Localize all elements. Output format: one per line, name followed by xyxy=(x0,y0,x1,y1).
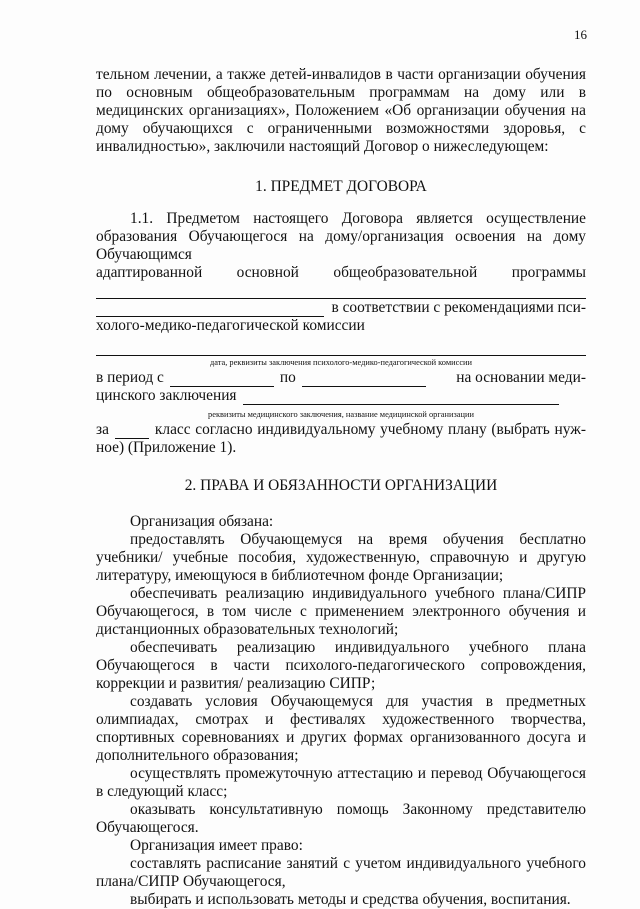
medical-line xyxy=(96,387,586,405)
obligation-item: оказывать консультативную помощь Законному представителю Обучающегося. xyxy=(96,801,586,836)
obligation-item: создавать условия Обучающемуся для участия в предметных олимпиадах, смотрах и фестивалях художественного творчества, спортивных соревнованиях и других формах организованного досуга и дополнительного образования; xyxy=(96,693,586,764)
program-line xyxy=(96,264,586,282)
program-name-blank-2[interactable] xyxy=(96,302,324,317)
rights-title: Организация имеет право: xyxy=(130,837,303,854)
right-item: составлять расписание занятий с учетом индивидуального учебного плана/СИПР Обучающегося, xyxy=(96,855,586,890)
medical-prefix: цинского заключения xyxy=(96,387,237,404)
document-body xyxy=(96,66,586,909)
commission-blank[interactable] xyxy=(96,339,586,356)
program-name-blank[interactable] xyxy=(96,282,586,299)
word-program: программы xyxy=(511,264,586,281)
class-end: ное) (Приложение 1). xyxy=(96,439,237,456)
period-start-blank[interactable] xyxy=(170,372,274,387)
recommendation-line xyxy=(96,299,586,317)
right-item: выбирать и использовать методы и средства обучения, воспитания. xyxy=(130,891,571,908)
commission-caption: дата, реквизиты заключения психолого-медико-педагогической комиссии xyxy=(209,358,473,367)
recommendation-text: в соответствии с рекомендациями пси- xyxy=(331,299,586,316)
section-1-title: 1. ПРЕДМЕТ ДОГОВОРА xyxy=(255,178,427,195)
class-prefix: за xyxy=(96,421,109,438)
obligation-item: обеспечивать реализацию индивидуального учебного плана/СИПР Обучающегося, в том числе с применением электронного обучения и дистанционных образовательных технологий; xyxy=(96,585,586,638)
period-to: по xyxy=(279,369,296,386)
class-line xyxy=(96,421,586,439)
period-line xyxy=(96,369,586,387)
word-basic: основной xyxy=(236,264,299,281)
obligation-item: предоставлять Обучающемуся на время обучения бесплатно учебники/ учебные пособия, художественную, справочную и другую литературу, имеющуюся в библиотечном фонде Организации; xyxy=(96,531,586,584)
period-prefix: в период с xyxy=(96,369,164,386)
obligation-item: осуществлять промежуточную аттестацию и перевод Обучающегося в следующий класс; xyxy=(96,765,586,800)
commission-text: холого-медико-педагогической комиссии xyxy=(96,317,365,334)
obligation-item: обеспечивать реализацию индивидуального учебного плана Обучающегося в части психолого-педагогического сопровождения, коррекции и развития/ реализацию СИПР; xyxy=(96,639,586,692)
period-suffix: на основании меди- xyxy=(456,369,586,386)
period-end-blank[interactable] xyxy=(302,372,426,387)
medical-caption: реквизиты медицинского заключения, название медицинской организации xyxy=(208,410,474,419)
word-general: общеобразовательной xyxy=(333,264,478,281)
page-number: 16 xyxy=(574,27,587,42)
class-text: класс согласно индивидуальному учебному плану (выбрать нуж- xyxy=(154,421,586,438)
clause-1-1: 1.1. Предметом настоящего Договора является осуществление образования Обучающегося на дому/организация освоения на дому Обучающимся xyxy=(96,210,586,263)
obliged-title: Организация обязана: xyxy=(130,513,274,530)
section-2-title: 2. ПРАВА И ОБЯЗАННОСТИ ОРГАНИЗАЦИИ xyxy=(184,477,498,494)
intro-paragraph: тельном лечении, а также детей-инвалидов в части организации обучения по основным общеобразовательным программам на дому или в медицинских организациях», Положением «Об организации обучения на дому обучающихся с ограниченными возможностями здоровья, с инвалидностью», заключили настоящий Договор о нижеследующем: xyxy=(96,66,586,155)
class-blank[interactable] xyxy=(115,424,149,439)
medical-blank[interactable] xyxy=(243,390,559,405)
word-adapted: адаптированной xyxy=(96,264,203,281)
